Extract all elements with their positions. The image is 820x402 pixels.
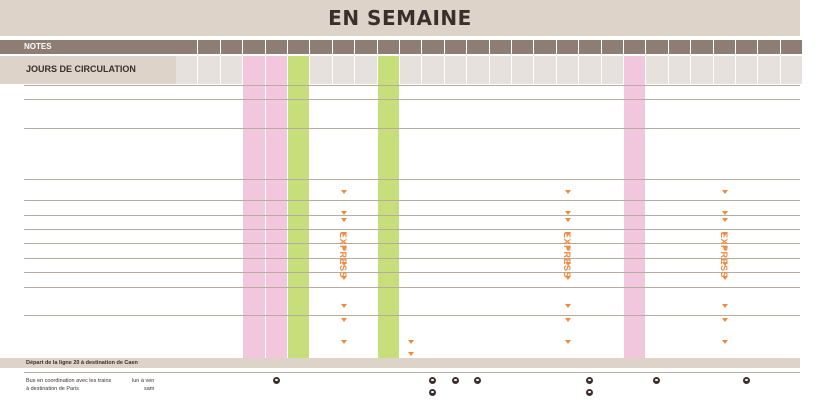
- town-divider: [24, 287, 800, 288]
- train-icon: [743, 377, 750, 384]
- train-icon: [429, 389, 436, 396]
- column-days: [310, 56, 331, 84]
- column-days: [758, 56, 779, 84]
- skip-arrow: [722, 232, 728, 236]
- town-divider: [24, 229, 800, 230]
- express-label: EXPRESS: [718, 232, 729, 279]
- column-days: [355, 56, 376, 84]
- town-divider: [24, 200, 800, 201]
- column-note: [355, 40, 376, 54]
- note-cell-bg: [758, 40, 779, 54]
- column-days: [288, 56, 309, 84]
- skip-arrow: [341, 190, 347, 194]
- column-days: [669, 56, 690, 84]
- skip-arrow: [722, 340, 728, 344]
- column-days: [333, 56, 354, 84]
- column-days: [602, 56, 623, 84]
- column-days: [534, 56, 555, 84]
- footer-days-saturday: sam: [144, 386, 155, 392]
- footer-divider: [24, 372, 800, 373]
- train-icon: [474, 377, 481, 384]
- column-days: [736, 56, 757, 84]
- column-note: [266, 40, 287, 54]
- column-days: [646, 56, 667, 84]
- skip-arrow: [341, 340, 347, 344]
- note-cell-bg: [400, 40, 421, 54]
- skip-arrow: [341, 276, 347, 280]
- skip-arrow: [565, 340, 571, 344]
- note-cell-bg: [512, 40, 533, 54]
- skip-arrow: [565, 304, 571, 308]
- train-icon: [429, 377, 436, 384]
- column-days: [579, 56, 600, 84]
- skip-arrow: [341, 262, 347, 266]
- notes-label: NOTES: [24, 42, 52, 51]
- skip-arrow: [722, 246, 728, 250]
- town-divider: [24, 99, 800, 100]
- column-days: [691, 56, 712, 84]
- note-cell-bg: [669, 40, 690, 54]
- column-note: [646, 40, 667, 54]
- note-cell-bg: [781, 40, 802, 54]
- skip-arrow: [565, 262, 571, 266]
- note-cell-bg: [243, 40, 264, 54]
- column-days: [467, 56, 488, 84]
- column-stripe: [378, 84, 399, 358]
- column-days: [445, 56, 466, 84]
- column-note: [714, 40, 735, 54]
- footer-days-weekday: lun à ven: [132, 378, 155, 384]
- skip-arrow: [565, 211, 571, 215]
- note-cell-bg: [288, 40, 309, 54]
- column-stripe: [243, 84, 264, 358]
- column-stripe: [624, 84, 645, 358]
- column-days: [714, 56, 735, 84]
- town-divider: [24, 315, 800, 316]
- skip-arrow: [722, 190, 728, 194]
- column-stripe: [288, 84, 309, 358]
- skip-arrow: [565, 218, 571, 222]
- jours-label: JOURS DE CIRCULATION: [26, 64, 136, 74]
- column-days: [176, 56, 197, 84]
- column-days: [557, 56, 578, 84]
- depart-label: Départ de la ligne 20 à destination de Caen: [26, 359, 138, 366]
- column-days: [400, 56, 421, 84]
- skip-arrow: [565, 246, 571, 250]
- column-days: [266, 56, 287, 84]
- train-icon: [452, 377, 459, 384]
- skip-arrow: [722, 318, 728, 322]
- skip-arrow: [408, 352, 414, 356]
- skip-arrow: [565, 232, 571, 236]
- column-days: [221, 56, 242, 84]
- note-cell-bg: [198, 40, 219, 54]
- note-cell-bg: [378, 40, 399, 54]
- train-icon: [586, 377, 593, 384]
- page-title: EN SEMAINE: [328, 6, 472, 30]
- note-cell-bg: [467, 40, 488, 54]
- train-icon: [586, 389, 593, 396]
- skip-arrow: [565, 318, 571, 322]
- skip-arrow: [408, 340, 414, 344]
- note-cell-bg: [691, 40, 712, 54]
- town-divider: [24, 215, 800, 216]
- column-note: [624, 40, 645, 54]
- note-cell-bg: [602, 40, 623, 54]
- skip-arrow: [722, 304, 728, 308]
- column-note: [490, 40, 511, 54]
- skip-arrow: [341, 218, 347, 222]
- column-days: [243, 56, 264, 84]
- note-cell-bg: [557, 40, 578, 54]
- column-days: [624, 56, 645, 84]
- column-note: [534, 40, 555, 54]
- town-divider: [24, 85, 800, 86]
- town-divider: [24, 243, 800, 244]
- column-days: [490, 56, 511, 84]
- column-days: [512, 56, 533, 84]
- note-cell-bg: [445, 40, 466, 54]
- express-label: EXPRESS: [337, 232, 348, 279]
- skip-arrow: [722, 218, 728, 222]
- town-divider: [24, 179, 800, 180]
- note-cell-bg: [579, 40, 600, 54]
- skip-arrow: [722, 262, 728, 266]
- town-divider: [24, 128, 800, 129]
- town-divider: [24, 258, 800, 259]
- skip-arrow: [565, 190, 571, 194]
- skip-arrow: [341, 211, 347, 215]
- column-days: [781, 56, 802, 84]
- footer-line1: Bus en coordination avec les trains: [26, 378, 112, 384]
- train-icon: [653, 377, 660, 384]
- column-days: [378, 56, 399, 84]
- column-stripe: [266, 84, 287, 358]
- column-note: [736, 40, 757, 54]
- note-cell-bg: [221, 40, 242, 54]
- column-days: [422, 56, 443, 84]
- note-cell-bg: [176, 40, 197, 54]
- skip-arrow: [565, 276, 571, 280]
- column-days: [198, 56, 219, 84]
- skip-arrow: [341, 304, 347, 308]
- train-icon: [273, 377, 280, 384]
- skip-arrow: [341, 318, 347, 322]
- skip-arrow: [722, 211, 728, 215]
- skip-arrow: [341, 232, 347, 236]
- note-cell-bg: [422, 40, 443, 54]
- skip-arrow: [722, 276, 728, 280]
- skip-arrow: [341, 246, 347, 250]
- note-cell-bg: [310, 40, 331, 54]
- town-divider: [24, 272, 800, 273]
- column-note: [333, 40, 354, 54]
- footer-line2: à destination de Paris: [26, 386, 79, 392]
- express-label: EXPRESS: [561, 232, 572, 279]
